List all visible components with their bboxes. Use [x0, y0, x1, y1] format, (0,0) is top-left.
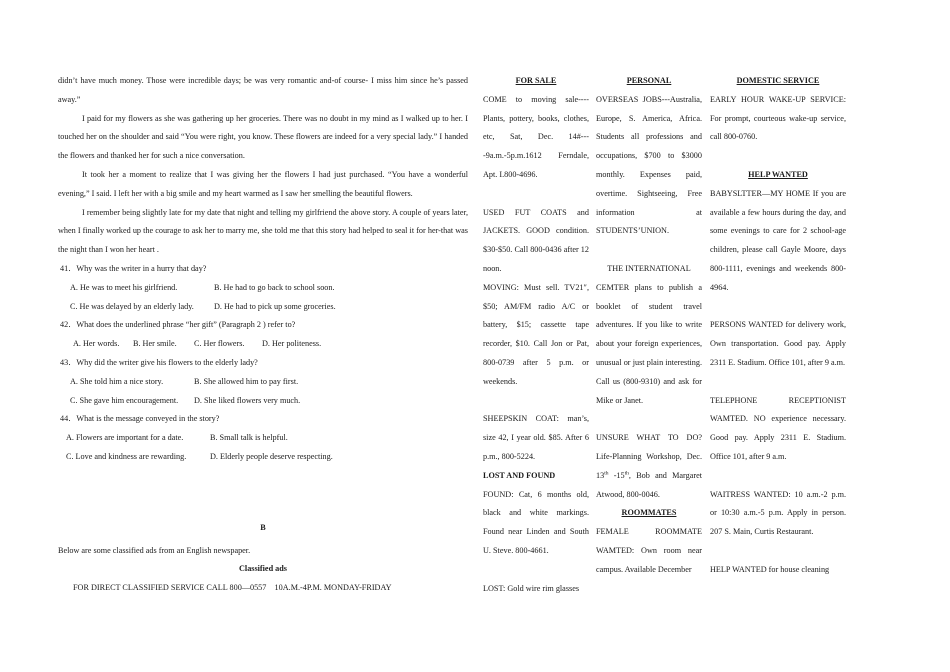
option-d[interactable]: D. Elderly people deserve respecting. — [210, 451, 333, 461]
ad-used-coats: USED FUT COATS and JACKETS. GOOD condition. $30-$50. Call 800-0436 after 12 noon. — [483, 207, 589, 273]
option-row — [58, 298, 468, 317]
ad-babysitter: BABYSLTTER—MY HOME If you are available a few hours during the day, and some evenings to care for 2 school-age children, please call Gayle Moore, days 800-1111, evenings and weekends 800-4964. — [710, 188, 846, 292]
personal-heading: PERSONAL — [626, 76, 672, 85]
ad-telephone-receptionist: TELEPHONE RECEPTIONIST WAMTED. NO experience necessary. Good pay. Apply 2311 E. Stadium. Office 101, after 9 a.m. — [710, 395, 846, 461]
ad-sheepskin-coat: SHEEPSKIN COAT: man’s, size 42, I year old. $85. After 6 p.m., 800-5224. — [483, 414, 589, 461]
option-row — [58, 392, 468, 411]
ad-life-planning: UNSURE WHAT TO DO? Life-Planning Workshop, Dec. 13th -15th, Bob and Margaret Atwood, 800-0046. — [596, 433, 702, 499]
option-row — [58, 429, 468, 448]
option-row — [58, 448, 468, 467]
column-personal — [596, 72, 702, 580]
ad-wake-up-service: EARLY HOUR WAKE-UP SERVICE: For prompt, courteous wake-up service, call 800-0760. — [710, 94, 846, 142]
ad-overseas-jobs: OVERSEAS JOBS---Australia, Europe, S. America, Africa. Students all professions and occupations, $700 to $3000 monthly. Expenses paid, overtime. Sightseeing, Free information at STUDENTS’UNION. — [596, 94, 702, 236]
section-intro: Below are some classified ads from an English newspaper. — [58, 545, 251, 555]
question-stem: 43．Why did the writer give his flowers to the elderly lady? — [60, 357, 258, 367]
question-stem: 44．What is the message conveyed in the story? — [60, 414, 220, 424]
reading-passage — [58, 72, 468, 598]
column-domestic-service — [710, 72, 846, 580]
option-a[interactable]: A. She told him a nice story. — [70, 376, 164, 386]
story-paragraph: It took her a moment to realize that I was giving her the flowers I had just purchased. “You have a wonderful evening,” I said. I left her with a big smile and my heart warmed as I saw her smelling the beautiful flowers. — [58, 169, 468, 198]
ad-persons-wanted: PERSONS WANTED for delivery work, Own transportation. Good pay. Apply 2311 E. Stadium. Office 101, after 9 a.m. — [710, 320, 846, 367]
option-a[interactable]: A. Flowers are important for a date. — [66, 433, 184, 443]
option-a[interactable]: A. Her words. — [73, 339, 120, 349]
ad-female-roommate: FEMALE ROOMMATE WAMTED: Own room near campus. Available December — [596, 527, 702, 574]
option-b[interactable]: B. He had to go back to school soon. — [214, 282, 335, 292]
option-c[interactable]: C. He was delayed by an elderly lady. — [70, 301, 194, 311]
story-paragraph: I paid for my flowers as she was gathering up her groceries. There was no doubt in my mind as I walked up to her. I touched her on the shoulder and said “You were right, you know. These flowers are indeed for a very special lady.” I handed the flowers and thanked her for such a nice conversation. — [58, 113, 468, 161]
option-b[interactable]: B. She allowed him to pay first. — [194, 376, 299, 386]
ad-moving-sale: COME to moving sale----Plants, pottery, books, clothes, etc, Sat, Dec. 14#----9a.m.-5p.m.1612 Ferndale, Apt. I.800-4696. — [483, 94, 589, 179]
ad-found-cat: FOUND: Cat, 6 months old, black and white markings. Found near Linden and South U. Steve. 800-4661. — [483, 489, 589, 555]
option-b[interactable]: B. Small talk is helpful. — [210, 433, 288, 443]
help-wanted-heading: HELP WANTED — [748, 169, 808, 179]
ad-house-cleaning: HELP WANTED for house cleaning — [710, 564, 830, 574]
direct-service-line: FOR DIRECT CLASSIFIED SERVICE CALL 800—0557 10A.M.-4P.M. MONDAY-FRIDAY — [73, 583, 392, 593]
domestic-service-heading: DOMESTIC SERVICE — [736, 76, 820, 85]
option-c[interactable]: C. She gave him encouragement. — [70, 395, 179, 405]
story-paragraph: didn’t have much money. Those were incredible days; be was very romantic and-of course- I miss him since he’s passed away.” — [58, 76, 468, 104]
ad-waitress-wanted: WAITRESS WANTED: 10 a.m.-2 p.m. or 10:30 a.m.-5 p.m. Apply in person. 207 S. Main, Curtis Restaurant. — [710, 489, 846, 537]
lost-found-heading: LOST AND FOUND — [483, 470, 556, 480]
option-d[interactable]: D. Her politeness. — [262, 339, 322, 349]
option-a[interactable]: A. He was to meet his girlfriend. — [70, 282, 178, 292]
option-d[interactable]: D. He had to pick up some groceries. — [214, 301, 336, 311]
option-row — [58, 279, 468, 298]
roommates-heading: ROOMMATES — [621, 508, 677, 518]
question-44 — [58, 410, 468, 466]
column-for-sale — [483, 72, 589, 598]
question-43 — [58, 354, 468, 410]
ad-moving: MOVING: Must sell. TV21″, $50; AM/FM radio A/C or battery, $15; cassette tape recorder, $10. Call Jon or Pat, 800-0739 after 5 p.m. or weekends. — [483, 282, 589, 386]
question-42 — [58, 316, 468, 354]
option-row — [58, 373, 468, 392]
ad-international-center: CEMTER plans to publish a booklet of student travel adventures. If you like to write about your foreign experiences, unusual or just plain interesting. Call us (800-9310) and ask for Mike or Janet. — [596, 282, 702, 405]
ad-international-title: THE INTERNATIONAL — [607, 263, 691, 273]
section-label: B — [260, 522, 266, 532]
question-stem: 42．What does the underlined phrase “her gift” (Paragraph 2 ) refer to? — [60, 320, 296, 330]
option-d[interactable]: D. She liked flowers very much. — [194, 395, 301, 405]
classified-title: Classified ads — [239, 564, 287, 574]
ad-lost-glasses: LOST: Gold wire rim glasses — [483, 583, 580, 593]
option-b[interactable]: B. Her smile. — [133, 339, 177, 349]
story-paragraph: I remember being slightly late for my date that night and telling my girlfriend the above story. A couple of years later, when I finally worked up the courage to ask her to marry me, she told me that this story had helped to seal it for her-that was the night than I won her heart . — [58, 207, 468, 255]
for-sale-heading: FOR SALE — [515, 76, 557, 85]
question-41 — [58, 260, 468, 316]
question-stem: 41．Why was the writer in a hurry that day? — [60, 263, 207, 273]
option-c[interactable]: C. Her flowers. — [194, 339, 245, 349]
option-row — [58, 335, 468, 354]
option-c[interactable]: C. Love and kindness are rewarding. — [66, 451, 187, 461]
